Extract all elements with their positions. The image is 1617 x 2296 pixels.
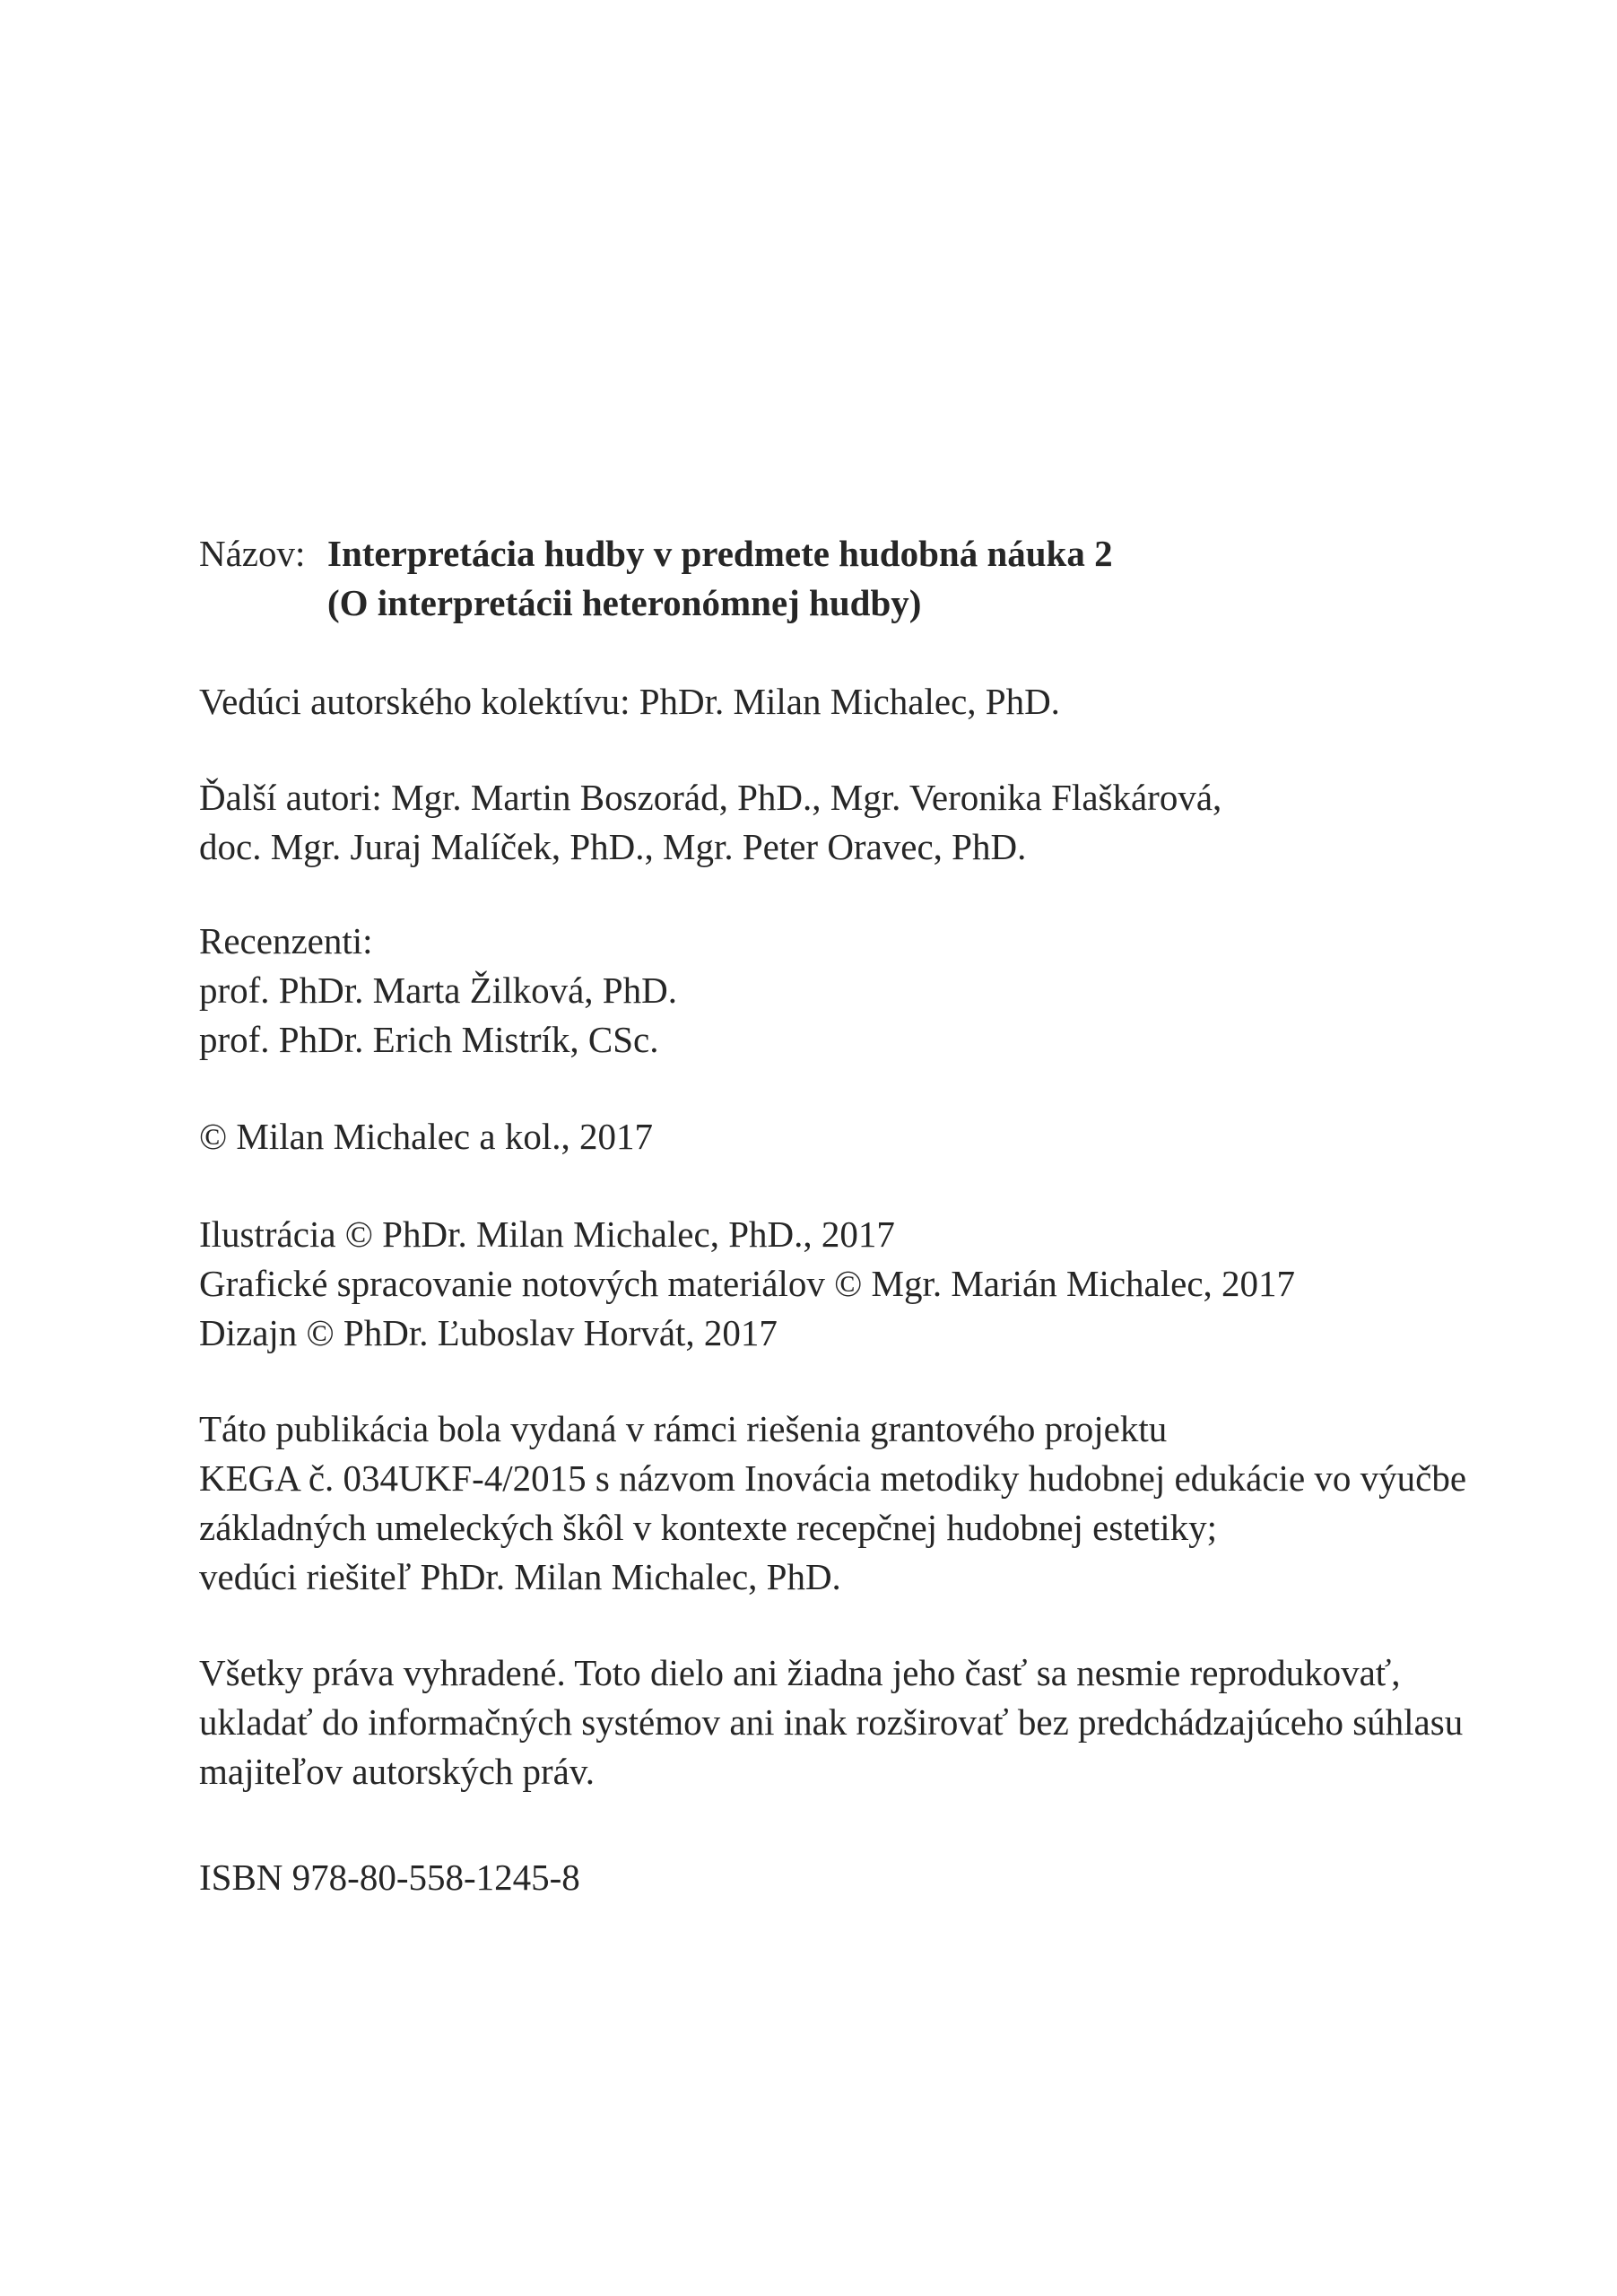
grant-line: vedúci riešiteľ PhDr. Milan Michalec, PhD.: [199, 1556, 841, 1597]
copyright-notice: © Milan Michalec a kol., 2017: [199, 1116, 653, 1157]
lead-author: Vedúci autorského kolektívu: PhDr. Milan Michalec, PhD.: [199, 681, 1060, 722]
reviewers-label: Recenzenti:: [199, 920, 373, 961]
other-authors-block: [199, 773, 1221, 872]
rights-line: Všetky práva vyhradené. Toto dielo ani žiadna jeho časť sa nesmie reprodukovať,: [199, 1652, 1401, 1693]
other-authors-line-2: doc. Mgr. Juraj Malíček, PhD., Mgr. Peter Oravec, PhD.: [199, 826, 1027, 867]
grant-block: [199, 1405, 1466, 1602]
title-label: Názov:: [199, 533, 306, 574]
grant-line: Táto publikácia bola vydaná v rámci riešenia grantového projektu: [199, 1408, 1168, 1449]
other-authors-line-1: Ďalší autori: Mgr. Martin Boszorád, PhD., Mgr. Veronika Flaškárová,: [199, 777, 1222, 818]
grant-line: základných umeleckých škôl v kontexte recepčnej hudobnej estetiky;: [199, 1507, 1218, 1548]
grant-line: KEGA č. 034UKF-4/2015 s názvom Inovácia metodiky hudobnej edukácie vo výučbe: [199, 1457, 1467, 1499]
title-block: [199, 529, 1113, 628]
reviewers-block: [199, 917, 677, 1065]
book-title: Interpretácia hudby v predmete hudobná náuka 2: [327, 533, 1113, 574]
reviewer-name: prof. PhDr. Erich Mistrík, CSc.: [199, 1019, 659, 1060]
rights-line: ukladať do informačných systémov ani inak rozširovať bez predchádzajúceho súhlasu: [199, 1701, 1464, 1743]
isbn: ISBN 978-80-558-1245-8: [199, 1857, 580, 1898]
rights-line: majiteľov autorských práv.: [199, 1751, 595, 1792]
rights-block: [199, 1648, 1463, 1796]
copyright-block: [199, 1112, 653, 1161]
credit-line: Ilustrácia © PhDr. Milan Michalec, PhD., 2017: [199, 1213, 895, 1255]
title-line-1: [199, 529, 1113, 578]
isbn-block: [199, 1853, 580, 1902]
credit-line: Grafické spracovanie notových materiálov © Mgr. Marián Michalec, 2017: [199, 1263, 1296, 1304]
credits-block: [199, 1210, 1295, 1358]
reviewer-name: prof. PhDr. Marta Žilková, PhD.: [199, 970, 677, 1011]
book-subtitle: (O interpretácii heteronómnej hudby): [327, 582, 922, 623]
lead-author-block: [199, 677, 1060, 726]
credit-line: Dizajn © PhDr. Ľuboslav Horvát, 2017: [199, 1312, 778, 1353]
